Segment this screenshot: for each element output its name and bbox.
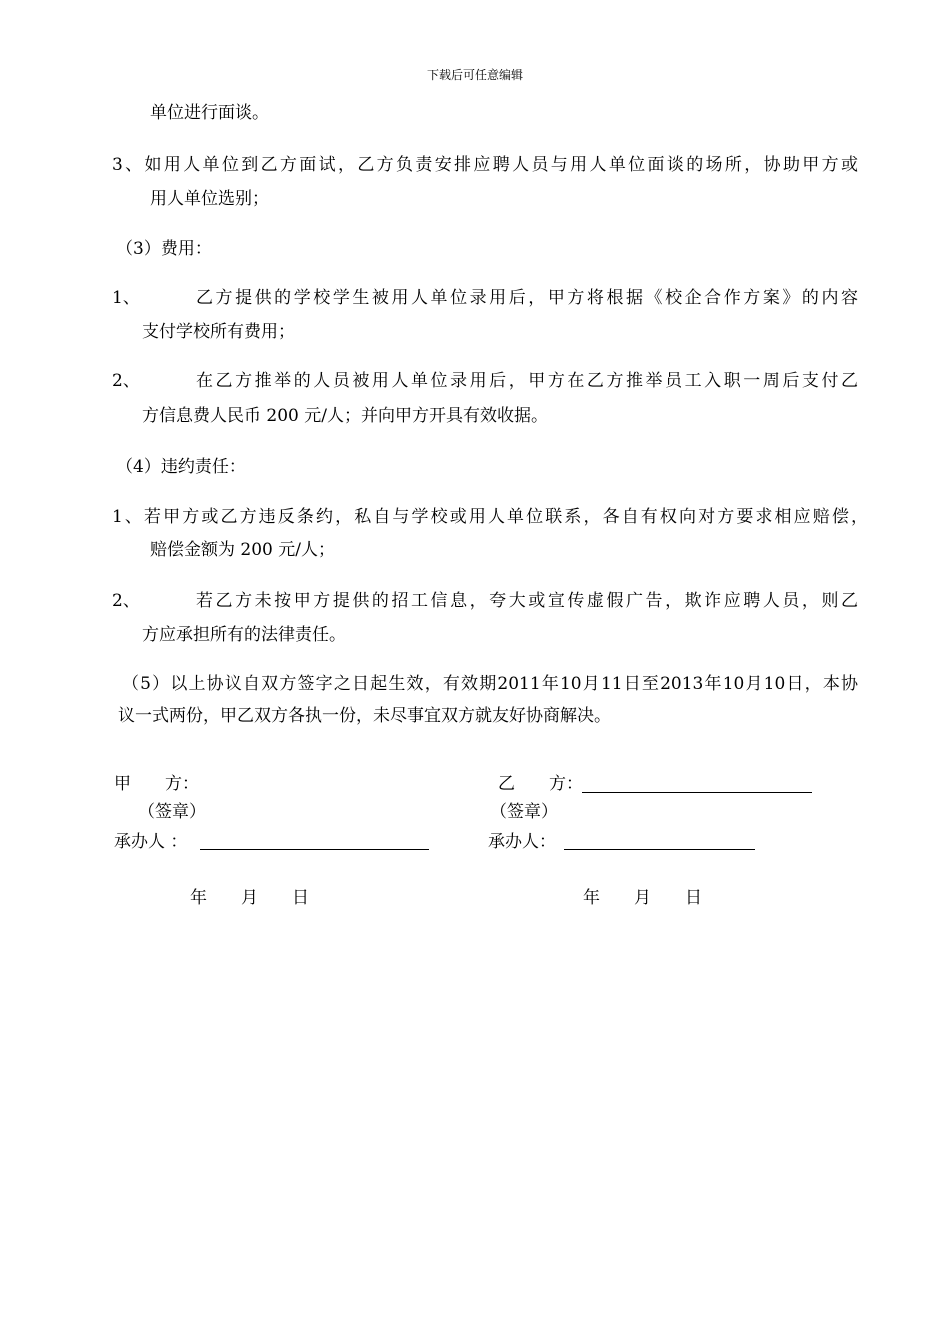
paragraph-line: 方信息费人民币 200 元/人；并向甲方开具有效收据。 bbox=[142, 406, 548, 426]
party-b-label: 乙 方： bbox=[498, 774, 583, 794]
paragraph-line: 1、若甲方或乙方违反条约，私自与学校或用人单位联系，各自有权向对方要求相应赔偿， bbox=[112, 507, 868, 527]
page-header: 下载后可任意编辑 bbox=[426, 68, 523, 82]
handler-b-label: 承办人： bbox=[488, 832, 556, 852]
seal-b-label: （签章） bbox=[490, 802, 558, 822]
paragraph-line: 若乙方未按甲方提供的招工信息，夸大或宣传虚假广告，欺诈应聘人员，则乙 bbox=[196, 591, 858, 611]
paragraph-line: （5）以上协议自双方签字之日起生效，有效期2011年10月11日至2013年10月10日，本协 bbox=[122, 674, 858, 694]
handler-a-label: 承办人 ： bbox=[114, 832, 188, 852]
party-a-label: 甲 方： bbox=[114, 774, 199, 794]
paragraph-line: 支付学校所有费用； bbox=[142, 322, 295, 342]
handler-b-signature-line[interactable] bbox=[564, 849, 755, 850]
paragraph-line: 用人单位选别； bbox=[150, 189, 269, 209]
paragraph-line: 在乙方推举的人员被用人单位录用后，甲方在乙方推举员工入职一周后支付乙 bbox=[196, 371, 858, 391]
paragraph-line: 单位进行面谈。 bbox=[150, 103, 269, 123]
list-number: 2、 bbox=[112, 591, 140, 611]
list-number: 2、 bbox=[112, 371, 140, 391]
seal-a-label: （签章） bbox=[138, 802, 206, 822]
handler-a-signature-line[interactable] bbox=[200, 849, 429, 850]
section-heading: （3）费用： bbox=[116, 239, 212, 259]
date-a: 年 月 日 bbox=[190, 888, 309, 908]
paragraph-line: 3、如用人单位到乙方面试，乙方负责安排应聘人员与用人单位面谈的场所，协助甲方或 bbox=[112, 155, 858, 175]
paragraph-line: 议一式两份，甲乙双方各执一份，未尽事宜双方就友好协商解决。 bbox=[118, 706, 611, 726]
section-heading: （4）违约责任： bbox=[116, 457, 246, 477]
paragraph-line: 乙方提供的学校学生被用人单位录用后，甲方将根据《校企合作方案》的内容 bbox=[196, 288, 858, 308]
paragraph-line: 方应承担所有的法律责任。 bbox=[142, 625, 346, 645]
party-b-signature-line[interactable] bbox=[582, 792, 812, 793]
list-number: 1、 bbox=[112, 288, 140, 308]
date-b: 年 月 日 bbox=[583, 888, 702, 908]
paragraph-line: 赔偿金额为 200 元/人； bbox=[150, 540, 335, 560]
